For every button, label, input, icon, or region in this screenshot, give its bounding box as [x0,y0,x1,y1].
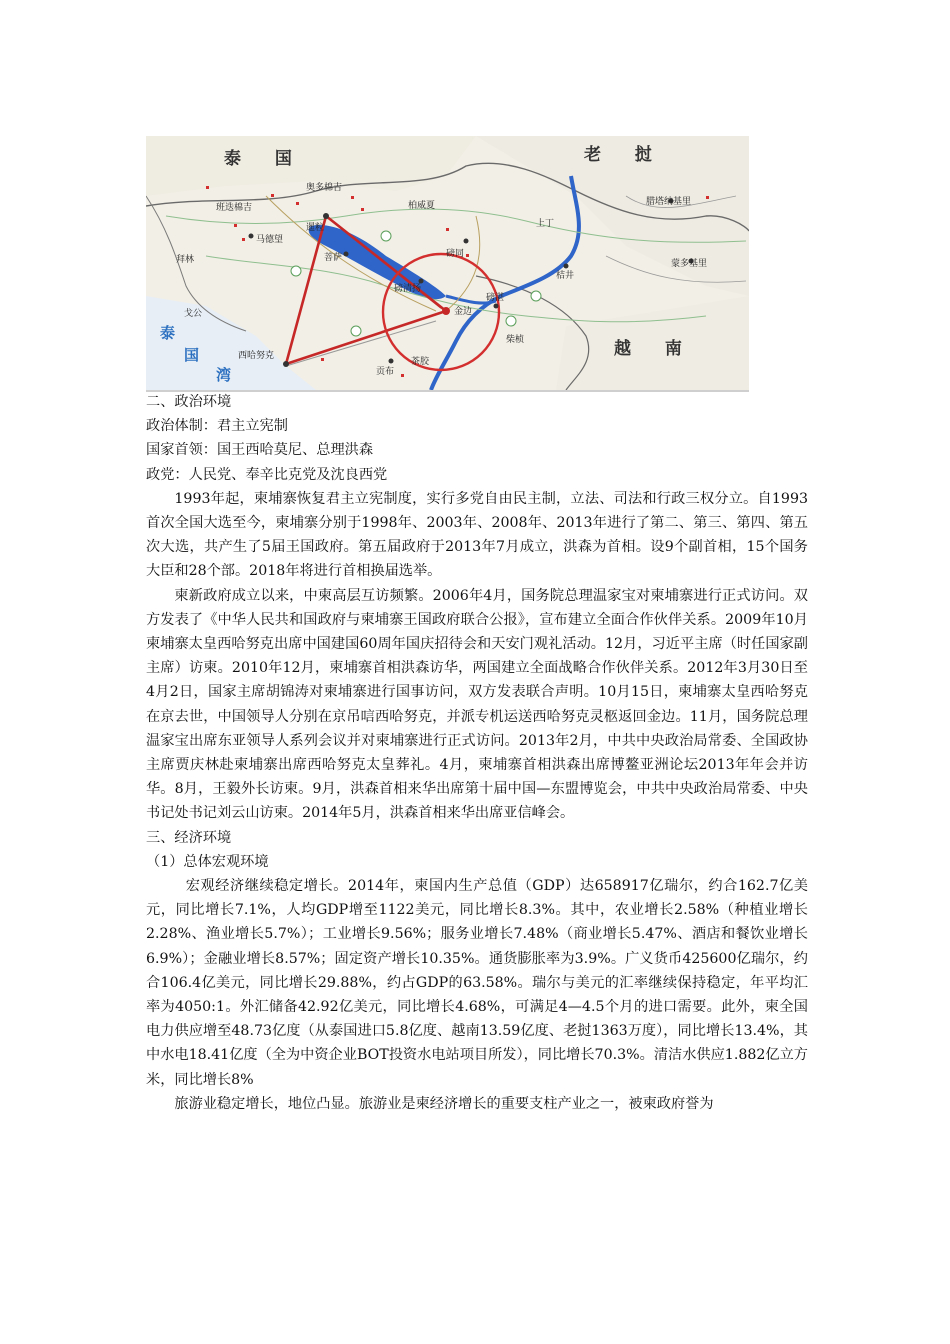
map-label-pailin: 拜林 [176,255,195,265]
map-label-gulf-3: 湾 [216,366,234,384]
map-label-kampong-thom: 磅同 [446,249,465,259]
map-label-battambang: 马德望 [256,235,284,245]
map-label-gulf-2: 国 [184,346,202,364]
map-label-koh-kong: 戈公 [184,309,203,319]
map-label-pursat: 菩萨 [324,253,343,263]
map-label-gulf-1: 泰 [160,324,178,342]
map-label-kampot: 贡布 [376,367,395,377]
politics-paragraph-2: 柬新政府成立以来，中柬高层互访频繁。2006年4月，国务院总理温家宝对柬埔寨进行正式访问。双方发表了《中华人民共和国政府与柬埔寨王国政府联合公报》，宣布建立全面合作伙伴关系。2009年10月柬埔寨太皇西哈努克出席中国建国60周年国庆招待会和天安门观礼活动。12月，习近平主席（时任国家副主席）访柬。2010年12月，柬埔寨首相洪森访华，两国建立全面战略合作伙伴关系。2012年3月30日至4月2日，国家主席胡锦涛对柬埔寨进行国事访问，双方发表联合声明。10月15日，柬埔寨太皇西哈努克在京去世，中国领导人分别在京吊唁西哈努克，并派专机运送西哈努克灵柩返回金边。11月，国务院总理温家宝出席东亚领导人系列会议并对柬埔寨进行正式访问。2013年2月，中共中央政治局常委、全国政协主席贾庆林赴柬埔寨出席西哈努克太皇葬礼。4月，柬埔寨首相洪森出席博鳌亚洲论坛2013年年会并访华。8月，王毅外长访柬。9月，洪森首相来华出席第十届中国—东盟博览会，中共中央政治局常委、中央书记处书记刘云山访柬。2014年5月，洪森首相来华出席亚信峰会。 [146,587,808,822]
map-label-mondulkiri: 蒙多基里 [671,259,708,269]
map-label-banteay-meanchey: 班迭棉吉 [216,203,253,213]
map-label-kratie: 桔井 [556,271,575,281]
map-label-oddar-meanchey: 奥多棉吉 [306,183,343,193]
map-label-laos: 老 挝 [584,145,666,165]
cambodia-map-figure [146,136,749,392]
map-label-phnom-penh: 金边 [454,307,473,317]
map-label-thailand: 泰 国 [224,149,306,169]
section-heading-economy: 三、经济环境 [146,829,232,846]
politics-section [146,390,808,1116]
political-system: 政治体制：君主立宪制 [146,418,288,435]
map-label-stung-treng: 上丁 [536,219,555,229]
heads-of-state: 国家首领：国王西哈莫尼、总理洪森 [146,442,374,459]
map-label-takeo: 茶胶 [411,357,430,367]
map-label-ratanakiri: 腊塔纳基里 [646,197,692,207]
politics-paragraph-1: 1993年起，柬埔寨恢复君主立宪制度，实行多党自由民主制，立法、司法和行政三权分立。自1993首次全国大选至今，柬埔寨分别于1998年、2003年、2008年、2013年进行了第二、第三、第四、第五次大选，共产生了5届王国政府。第五届政府于2013年7月成立，洪森为首相。设9个副首相，15个国务大臣和28个部。2018年将进行首相换届选举。 [146,490,808,580]
map-label-kampong-chhnang: 磅清扬 [394,284,422,294]
political-parties: 政党：人民党、奉辛比克党及沈良西党 [146,466,388,483]
map-label-vietnam: 越 南 [614,339,696,359]
economy-paragraph-1: 宏观经济继续稳定增长。2014年，柬国内生产总值（GDP）达658917亿瑞尔，约合162.7亿美元，同比增长7.1%，人均GDP增至1122美元，同比增长8.3%。其中，农业增长2.58%（种植业增长2.28%、渔业增长5.7%）；工业增长9.56%；服务业增长7.48%（商业增长5.47%、酒店和餐饮业增长6.9%）；金融业增长8.57%；固定资产增长10.35%。通货膨胀率为3.9%。广义货币425600亿瑞尔，约合106.4亿美元，同比增长29.88%，约占GDP的63.58%。瑞尔与美元的汇率继续保持稳定，年平均汇率为4050:1。外汇储备42.92亿美元，同比增长4.68%，可满足4—4.5个月的进口需要。此外，柬全国电力供应增至48.73亿度（从泰国进口5.8亿度、越南13.59亿度、老挝1363万度），同比增长13.4%，其中水电18.41亿度（全为中资企业BOT投资水电站项目所发），同比增长70.3%。清洁水供应1.882亿立方米，同比增长8% [146,878,808,1088]
section-heading-politics: 二、政治环境 [146,394,232,410]
map-label-sihanoukville: 西哈努克 [238,351,275,361]
map-label-siem-reap: 暹粒 [306,223,325,233]
subheading-macro: （1）总体宏观环境 [146,853,269,870]
economy-paragraph-2: 旅游业稳定增长，地位凸显。旅游业是柬经济增长的重要支柱产业之一，被柬政府誉为 [174,1095,714,1112]
map-label-svay-rieng: 柴桢 [506,335,525,345]
map-label-kampong-cham: 磅湛 [486,293,505,303]
map-label-preah-vihear: 柏威夏 [408,201,436,211]
